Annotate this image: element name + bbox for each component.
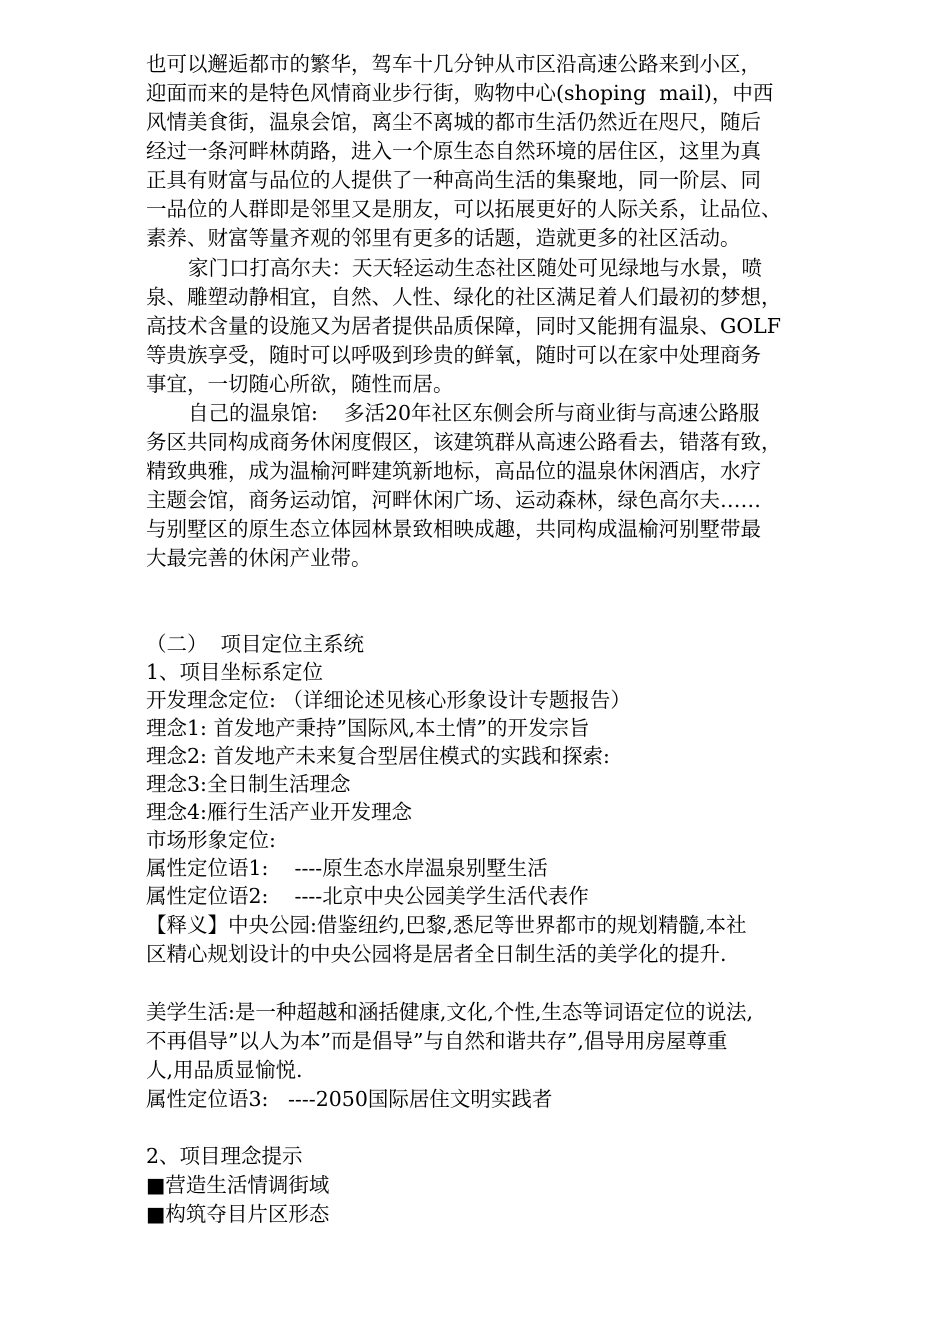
paragraph-heading-hot-spring: 自己的温泉馆: 多活20年社区东侧会所与商业街与高速公路服 (188, 401, 760, 425)
paragraph-line: 高技术含量的设施又为居者提供品质保障，同时又能拥有温泉、GOLF (146, 314, 782, 338)
list-item: 理念4:雁行生活产业开发理念 (146, 800, 412, 824)
paragraph-line: 大最完善的休闲产业带。 (146, 546, 372, 570)
paragraph-line: 与别墅区的原生态立体园林景致相映成趣，共同构成温榆河别墅带最 (146, 517, 761, 541)
paragraph-line: 正具有财富与品位的人提供了一种高尚生活的集聚地，同一阶层、同 (146, 168, 761, 192)
list-item: 属性定位语3: ----2050国际居住文明实践者 (146, 1087, 553, 1111)
list-item: 市场形象定位: (146, 828, 276, 852)
list-item: 属性定位语1: ----原生态水岸温泉别墅生活 (146, 856, 548, 880)
paragraph-line: 事宜，一切随心所欲，随性而居。 (146, 372, 454, 396)
paragraph-line: 一品位的人群即是邻里又是朋友，可以拓展更好的人际关系，让品位、 (146, 197, 782, 221)
subsection-heading: 2、项目理念提示 (146, 1144, 303, 1168)
list-item: 理念3:全日制生活理念 (146, 772, 351, 796)
paragraph-line: 【释义】中央公园:借鉴纽约,巴黎,悉尼等世界都市的规划精髓,本社 (146, 913, 747, 937)
paragraph-line: 主题会馆，商务运动馆，河畔休闲广场、运动森林，绿色高尔夫…… (146, 488, 761, 512)
paragraph-line: 也可以邂逅都市的繁华，驾车十几分钟从市区沿高速公路来到小区， (146, 52, 761, 76)
list-item: 开发理念定位: （详细论述见核心形象设计专题报告） (146, 688, 631, 712)
paragraph-line: 素养、财富等量齐观的邻里有更多的话题，造就更多的社区活动。 (146, 226, 741, 250)
list-item: 理念1: 首发地产秉持”国际风,本土情”的开发宗旨 (146, 716, 590, 740)
paragraph-line: 等贵族享受，随时可以呼吸到珍贵的鲜氧，随时可以在家中处理商务 (146, 343, 761, 367)
paragraph-line: 不再倡导”以人为本”而是倡导”与自然和谐共存”,倡导用房屋尊重 (146, 1029, 728, 1053)
paragraph-line: 经过一条河畔林荫路，进入一个原生态自然环境的居住区，这里为真 (146, 139, 761, 163)
paragraph-line: 精致典雅，成为温榆河畔建筑新地标，高品位的温泉休闲酒店，水疗 (146, 459, 761, 483)
list-item: ■构筑夺目片区形态 (146, 1202, 330, 1226)
paragraph-line: 务区共同构成商务休闲度假区，该建筑群从高速公路看去，错落有致， (146, 430, 782, 454)
paragraph-heading-golf: 家门口打高尔夫：天天轻运动生态社区随处可见绿地与水景，喷 (188, 256, 762, 280)
paragraph-line: 美学生活:是一种超越和涵括健康,文化,个性,生态等词语定位的说法, (146, 1000, 753, 1024)
paragraph-line: 区精心规划设计的中央公园将是居者全日制生活的美学化的提升. (146, 942, 727, 966)
list-item: 属性定位语2: ----北京中央公园美学生活代表作 (146, 884, 589, 908)
paragraph-line: 泉、雕塑动静相宜，自然、人性、绿化的社区满足着人们最初的梦想， (146, 285, 782, 309)
list-item: 理念2: 首发地产未来复合型居住模式的实践和探索: (146, 744, 610, 768)
subsection-heading: 1、项目坐标系定位 (146, 660, 324, 684)
paragraph-line: 迎面而来的是特色风情商业步行街，购物中心(shoping mail)，中西 (146, 81, 774, 105)
paragraph-line: 风情美食街，温泉会馆，离尘不离城的都市生活仍然近在咫尺，随后 (146, 110, 761, 134)
list-item: ■营造生活情调街域 (146, 1173, 330, 1197)
section-heading: （二） 项目定位主系统 (146, 632, 365, 656)
paragraph-line: 人,用品质显愉悦. (146, 1058, 303, 1082)
